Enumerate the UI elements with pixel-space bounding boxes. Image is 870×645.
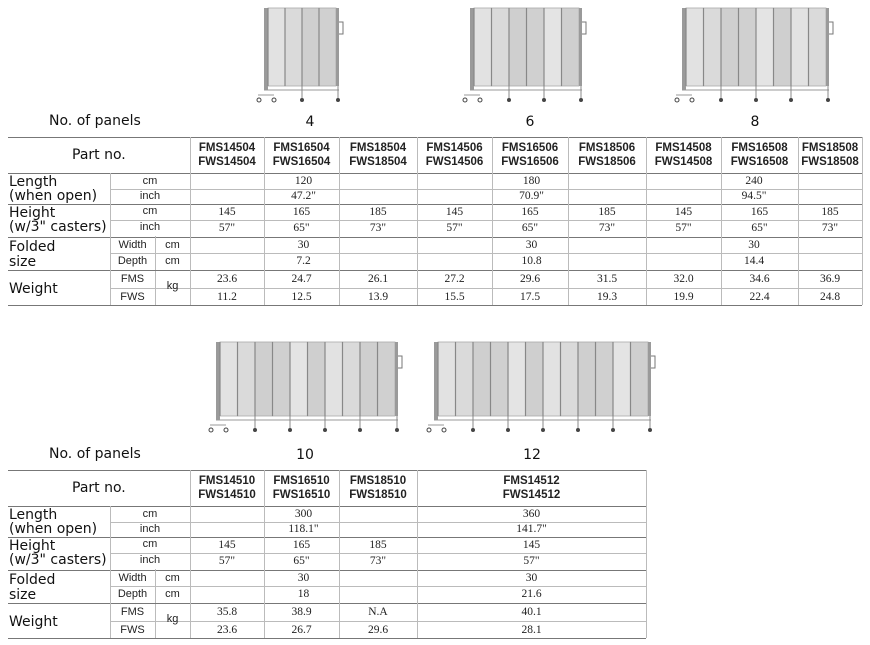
top-rule-height-mid bbox=[110, 220, 862, 221]
panel bbox=[526, 342, 544, 416]
panel bbox=[544, 8, 562, 86]
panel bbox=[809, 8, 827, 86]
top-rule-header bbox=[8, 173, 862, 174]
caster-icon bbox=[471, 428, 475, 432]
top-folded-depth-0: 7.2 bbox=[296, 255, 311, 267]
top-weight-unit-fms: FMS bbox=[120, 273, 145, 285]
panel bbox=[774, 8, 792, 86]
top-weight-fws-1: 12.5 bbox=[291, 291, 312, 303]
top-panel-count-8: 8 bbox=[750, 114, 760, 130]
top-length-label-2: (when open) bbox=[9, 188, 98, 204]
panel bbox=[562, 8, 580, 86]
caster-icon bbox=[542, 98, 546, 102]
bottom-weight-unit-fws: FWS bbox=[120, 624, 145, 636]
top-height-cm-4: 165 bbox=[521, 206, 539, 218]
panel bbox=[491, 342, 509, 416]
end-post bbox=[434, 342, 438, 420]
bottom-weight-fms-2: N.A bbox=[368, 606, 388, 618]
top-height-cm-2: 185 bbox=[369, 206, 387, 218]
panel bbox=[578, 342, 596, 416]
bottom-height-inch-3: 57" bbox=[523, 555, 540, 567]
panel bbox=[378, 342, 396, 416]
bottom-panel-count-12: 12 bbox=[523, 447, 541, 463]
bottom-folded-label-2: size bbox=[9, 587, 37, 603]
bottom-weight-label: Weight bbox=[9, 614, 58, 630]
top-part-fms-5: FMS18506 bbox=[578, 142, 636, 154]
caster-icon bbox=[427, 428, 431, 432]
bottom-height-unit-inch: inch bbox=[139, 554, 161, 566]
panel bbox=[613, 342, 631, 416]
panel bbox=[238, 342, 256, 416]
bottom-weight-fms-1: 38.9 bbox=[291, 606, 312, 618]
panel bbox=[319, 8, 336, 86]
partition-10-panels-illustration bbox=[210, 340, 400, 440]
end-post bbox=[336, 8, 339, 86]
panel bbox=[791, 8, 809, 86]
caster-icon bbox=[754, 98, 758, 102]
bottom-folded-width-0: 30 bbox=[297, 572, 310, 584]
handle bbox=[339, 22, 343, 34]
panel bbox=[739, 8, 757, 86]
panel bbox=[527, 8, 545, 86]
top-weight-fms-3: 27.2 bbox=[444, 273, 465, 285]
top-height-cm-5: 185 bbox=[598, 206, 616, 218]
top-weight-fms-0: 23.6 bbox=[216, 273, 238, 285]
caster-icon bbox=[648, 428, 652, 432]
top-height-unit-cm: cm bbox=[142, 205, 158, 217]
top-part-fws-1: FWS16504 bbox=[272, 156, 331, 168]
bottom-weight-fws-2: 29.6 bbox=[367, 624, 389, 636]
top-part-fws-3: FWS14506 bbox=[425, 156, 484, 168]
panel bbox=[285, 8, 302, 86]
bottom-part-no-label: Part no. bbox=[72, 480, 126, 496]
top-height-inch-1: 65" bbox=[293, 222, 310, 234]
bottom-rule-header bbox=[8, 506, 646, 507]
top-height-cm-6: 145 bbox=[674, 206, 693, 218]
top-height-cm-1: 165 bbox=[292, 206, 311, 218]
bottom-part-fws-1: FWS16510 bbox=[272, 489, 331, 501]
top-length-label-1: Length bbox=[9, 174, 58, 190]
top-weight-fms-5: 31.5 bbox=[596, 273, 618, 285]
top-weight-fws-2: 13.9 bbox=[367, 291, 389, 303]
end-post bbox=[470, 8, 474, 90]
top-folded-unit-cm-2: cm bbox=[165, 255, 180, 267]
top-height-cm-3: 145 bbox=[445, 206, 464, 218]
top-part-fms-1: FMS16504 bbox=[273, 142, 330, 154]
bottom-part-fws-3: FWS14512 bbox=[502, 489, 561, 501]
bottom-weight-fws-0: 23.6 bbox=[216, 624, 238, 636]
top-height-cm-0: 145 bbox=[218, 206, 236, 218]
partition-8-panels-illustration bbox=[676, 6, 836, 104]
bottom-part-fws-0: FWS14510 bbox=[198, 489, 256, 501]
end-post bbox=[395, 342, 398, 416]
caster-icon bbox=[463, 98, 467, 102]
top-height-label-2: (w/3" casters) bbox=[9, 219, 107, 235]
top-length-inch-2: 94.5" bbox=[741, 190, 767, 202]
bottom-length-inch-0: 118.1" bbox=[288, 523, 319, 535]
top-height-cm-7: 165 bbox=[750, 206, 769, 218]
bottom-folded-unit-cm-1: cm bbox=[165, 572, 180, 584]
bottom-length-cm-1: 360 bbox=[522, 508, 541, 520]
top-vrule-col-9 bbox=[862, 137, 863, 305]
top-part-fms-8: FMS18508 bbox=[801, 142, 859, 154]
panel bbox=[704, 8, 722, 86]
bottom-part-fms-2: FMS18510 bbox=[349, 475, 407, 487]
partition-4-panels-illustration bbox=[258, 6, 348, 104]
bottom-panel-count-10: 10 bbox=[296, 447, 314, 463]
bottom-rule-length bbox=[8, 537, 646, 538]
caster-icon bbox=[209, 428, 213, 432]
panel bbox=[686, 8, 704, 86]
caster-icon bbox=[336, 98, 340, 102]
top-height-cm-8: 185 bbox=[821, 206, 839, 218]
bottom-height-inch-0: 57" bbox=[218, 555, 236, 567]
bottom-rule-height bbox=[8, 570, 646, 571]
handle bbox=[582, 22, 586, 34]
caster-icon bbox=[257, 98, 261, 102]
panel bbox=[543, 342, 561, 416]
bottom-weight-fms-0: 35.8 bbox=[216, 606, 238, 618]
handle bbox=[651, 356, 655, 368]
top-folded-unit-cm-1: cm bbox=[165, 239, 180, 251]
bottom-length-label-2: (when open) bbox=[9, 521, 98, 537]
top-part-fws-4: FWS16506 bbox=[501, 156, 559, 168]
top-height-inch-3: 57" bbox=[446, 222, 463, 234]
top-part-fms-2: FMS18504 bbox=[349, 142, 407, 154]
caster-icon bbox=[288, 428, 292, 432]
panel bbox=[308, 342, 326, 416]
top-weight-fms-7: 34.6 bbox=[749, 273, 770, 285]
top-folded-width-1: 30 bbox=[525, 239, 538, 251]
top-weight-fws-8: 24.8 bbox=[819, 291, 841, 303]
caster-icon bbox=[442, 428, 446, 432]
panel bbox=[302, 8, 319, 86]
bottom-weight-fws-1: 26.7 bbox=[291, 624, 312, 636]
bottom-part-fms-0: FMS14510 bbox=[198, 475, 256, 487]
top-height-label-1: Height bbox=[9, 205, 56, 221]
top-weight-fms-2: 26.1 bbox=[367, 273, 389, 285]
bottom-part-fms-1: FMS16510 bbox=[273, 475, 330, 487]
caster-icon bbox=[358, 428, 362, 432]
panel bbox=[474, 8, 492, 86]
top-folded-depth-1: 10.8 bbox=[521, 255, 542, 267]
bottom-rule-bottom bbox=[8, 638, 646, 639]
end-post bbox=[216, 342, 220, 420]
panel bbox=[343, 342, 361, 416]
caster-icon bbox=[478, 98, 482, 102]
top-rule-folded bbox=[8, 270, 862, 271]
bottom-vrule-col-4 bbox=[646, 470, 647, 638]
top-weight-fms-1: 24.7 bbox=[291, 273, 312, 285]
bottom-folded-depth-1: 21.6 bbox=[521, 588, 542, 600]
top-height-inch-0: 57" bbox=[218, 222, 236, 234]
top-part-fms-0: FMS14504 bbox=[198, 142, 256, 154]
bottom-height-cm-1: 165 bbox=[292, 539, 311, 551]
top-folded-depth-2: 14.4 bbox=[743, 255, 765, 267]
top-part-fws-7: FWS16508 bbox=[730, 156, 789, 168]
top-weight-fms-4: 29.6 bbox=[519, 273, 541, 285]
top-part-fms-6: FMS14508 bbox=[655, 142, 712, 154]
top-weight-fws-3: 15.5 bbox=[444, 291, 465, 303]
top-panel-count-4: 4 bbox=[305, 114, 315, 130]
top-weight-fws-0: 11.2 bbox=[217, 291, 237, 303]
top-rule-folded-mid bbox=[110, 253, 862, 254]
caster-icon bbox=[826, 98, 830, 102]
top-length-cm-1: 180 bbox=[522, 175, 541, 187]
bottom-weight-unit-fms: FMS bbox=[120, 606, 145, 618]
end-post bbox=[648, 342, 651, 416]
caster-icon bbox=[300, 98, 304, 102]
caster-icon bbox=[507, 98, 511, 102]
bottom-height-cm-0: 145 bbox=[218, 539, 236, 551]
bottom-height-inch-2: 73" bbox=[369, 555, 387, 567]
top-height-inch-6: 57" bbox=[675, 222, 692, 234]
panel bbox=[561, 342, 579, 416]
bottom-folded-unit-cm-2: cm bbox=[165, 588, 180, 600]
top-rule-bottom bbox=[8, 305, 862, 306]
top-height-inch-8: 73" bbox=[821, 222, 839, 234]
caster-icon bbox=[253, 428, 257, 432]
caster-icon bbox=[541, 428, 545, 432]
bottom-length-unit-cm: cm bbox=[142, 508, 158, 520]
end-post bbox=[826, 8, 829, 86]
top-folded-width-2: 30 bbox=[748, 239, 760, 251]
panel bbox=[268, 8, 285, 86]
top-folded-label-1: Folded bbox=[9, 239, 56, 255]
bottom-height-unit-cm: cm bbox=[142, 538, 158, 550]
top-weight-fws-7: 22.4 bbox=[749, 291, 770, 303]
panel bbox=[492, 8, 510, 86]
panel bbox=[756, 8, 774, 86]
panel bbox=[508, 342, 526, 416]
bottom-length-label-1: Length bbox=[9, 507, 58, 523]
caster-icon bbox=[675, 98, 679, 102]
caster-icon bbox=[224, 428, 228, 432]
partition-6-panels-illustration bbox=[464, 6, 594, 104]
end-post bbox=[579, 8, 582, 86]
caster-icon bbox=[576, 428, 580, 432]
top-panel-count-6: 6 bbox=[525, 114, 535, 130]
panel bbox=[473, 342, 491, 416]
top-height-inch-5: 73" bbox=[598, 222, 616, 234]
bottom-height-label-1: Height bbox=[9, 538, 56, 554]
panel bbox=[509, 8, 527, 86]
top-part-fms-3: FMS14506 bbox=[426, 142, 483, 154]
panel bbox=[325, 342, 343, 416]
bottom-height-label-2: (w/3" casters) bbox=[9, 552, 107, 568]
top-weight-fws-6: 19.9 bbox=[673, 291, 694, 303]
top-folded-width-0: 30 bbox=[297, 239, 310, 251]
bottom-folded-width-1: 30 bbox=[525, 572, 538, 584]
bottom-height-cm-3: 145 bbox=[522, 539, 541, 551]
panel bbox=[721, 8, 739, 86]
bottom-rule-top bbox=[8, 470, 646, 471]
panel bbox=[456, 342, 474, 416]
top-folded-unit-width: Width bbox=[118, 239, 147, 251]
top-weight-label: Weight bbox=[9, 281, 58, 297]
top-height-unit-inch: inch bbox=[139, 221, 161, 233]
panel bbox=[596, 342, 614, 416]
top-rule-top bbox=[8, 137, 862, 138]
caster-icon bbox=[719, 98, 723, 102]
bottom-height-cm-2: 185 bbox=[369, 539, 387, 551]
bottom-no-of-panels-label: No. of panels bbox=[49, 446, 141, 462]
caster-icon bbox=[611, 428, 615, 432]
top-height-inch-7: 65" bbox=[751, 222, 768, 234]
bottom-length-cm-0: 300 bbox=[294, 508, 313, 520]
top-weight-fms-6: 32.0 bbox=[673, 273, 694, 285]
caster-icon bbox=[789, 98, 793, 102]
caster-icon bbox=[690, 98, 694, 102]
top-length-cm-0: 120 bbox=[294, 175, 313, 187]
top-length-inch-1: 70.9" bbox=[519, 190, 544, 202]
handle bbox=[398, 356, 402, 368]
bottom-part-fms-3: FMS14512 bbox=[503, 475, 560, 487]
top-part-fms-7: FMS16508 bbox=[731, 142, 788, 154]
panel bbox=[220, 342, 238, 416]
top-length-inch-0: 47.2" bbox=[291, 190, 316, 202]
top-no-of-panels-label: No. of panels bbox=[49, 113, 141, 129]
top-part-fws-6: FWS14508 bbox=[654, 156, 713, 168]
caster-icon bbox=[506, 428, 510, 432]
caster-icon bbox=[323, 428, 327, 432]
panel bbox=[631, 342, 649, 416]
top-folded-unit-depth: Depth bbox=[117, 255, 148, 267]
bottom-length-unit-inch: inch bbox=[139, 523, 161, 535]
caster-icon bbox=[579, 98, 583, 102]
top-weight-fms-8: 36.9 bbox=[819, 273, 841, 285]
panel bbox=[273, 342, 291, 416]
top-folded-label-2: size bbox=[9, 254, 37, 270]
caster-icon bbox=[395, 428, 399, 432]
caster-icon bbox=[272, 98, 276, 102]
panel bbox=[255, 342, 273, 416]
top-part-no-label: Part no. bbox=[72, 147, 126, 163]
top-part-fws-8: FWS18508 bbox=[801, 156, 859, 168]
top-weight-unit-fws: FWS bbox=[120, 291, 145, 303]
bottom-folded-unit-width: Width bbox=[118, 572, 147, 584]
bottom-length-inch-1: 141.7" bbox=[516, 523, 547, 535]
top-weight-fws-4: 17.5 bbox=[519, 291, 541, 303]
handle bbox=[829, 22, 833, 34]
bottom-weight-fms-3: 40.1 bbox=[521, 606, 542, 618]
top-height-inch-2: 73" bbox=[369, 222, 387, 234]
partition-12-panels-illustration bbox=[428, 340, 658, 440]
top-part-fws-2: FWS18504 bbox=[349, 156, 407, 168]
panel bbox=[360, 342, 378, 416]
top-part-fws-5: FWS18506 bbox=[578, 156, 636, 168]
top-part-fws-0: FWS14504 bbox=[198, 156, 256, 168]
top-length-cm-2: 240 bbox=[745, 175, 763, 187]
bottom-height-inch-1: 65" bbox=[293, 555, 310, 567]
top-length-unit-inch: inch bbox=[139, 190, 161, 202]
top-part-fms-4: FMS16506 bbox=[501, 142, 559, 154]
bottom-weight-unit-kg: kg bbox=[166, 613, 179, 625]
bottom-folded-depth-0: 18 bbox=[297, 588, 310, 600]
bottom-weight-fws-3: 28.1 bbox=[521, 624, 542, 636]
panel bbox=[290, 342, 308, 416]
bottom-folded-label-1: Folded bbox=[9, 572, 56, 588]
bottom-rule-folded bbox=[8, 603, 646, 604]
end-post bbox=[264, 8, 268, 90]
top-height-inch-4: 65" bbox=[521, 222, 539, 234]
panel bbox=[438, 342, 456, 416]
top-weight-fws-5: 19.3 bbox=[596, 291, 618, 303]
bottom-folded-unit-depth: Depth bbox=[117, 588, 148, 600]
top-weight-unit-kg: kg bbox=[166, 280, 179, 292]
bottom-part-fws-2: FWS18510 bbox=[349, 489, 407, 501]
top-rule-height bbox=[8, 237, 862, 238]
top-length-unit-cm: cm bbox=[142, 175, 158, 187]
top-rule-weight-mid bbox=[110, 288, 862, 289]
